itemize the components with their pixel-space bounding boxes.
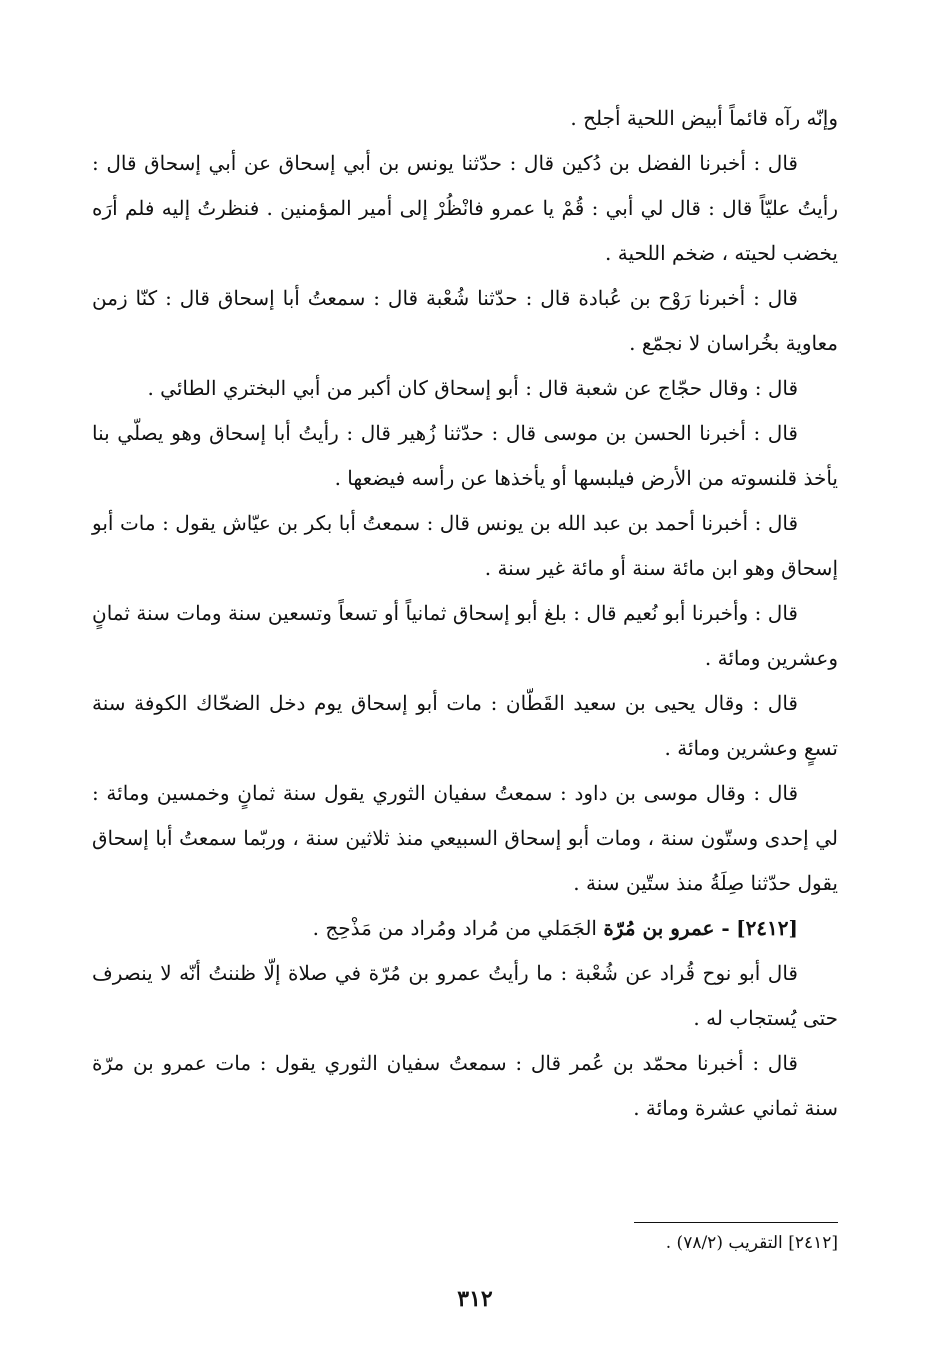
paragraph: قال : وأخبرنا أبو نُعيم قال : بلغ أبو إسحاق ثمانياً أو تسعاً وتسعين سنة ومات سنة ثمانٍ وعشرين ومائة . [92,601,838,670]
paragraph: قال أبو نوح قُراد عن شُعْبة : ما رأيتُ عمرو بن مُرّة في صلاة إلّا ظننتُ أنّه لا ينصرف حتى يُستجاب له . [92,961,838,1030]
main-text [92,96,838,1131]
paragraph: قال : أخبرنا أحمد بن عبد الله بن يونس قال : سمعتُ أبا بكر بن عيّاش يقول : مات أبو إسحاق وهو ابن مائة سنة أو مائة غير سنة . [92,511,838,580]
entry-number: [٢٤١٢] [736,916,798,940]
paragraph: قال : أخبرنا الفضل بن دُكين قال : حدّثنا يونس بن أبي إسحاق عن أبي إسحاق قال : رأيتُ عليّاً قال : قال لي أبي : قُمْ يا عمرو فانْظُرْ إلى أمير المؤمنين . فنظرتُ إليه فلم أرَه يخضب لحيته ، ضخم اللحية . [92,151,838,265]
paragraph: قال : وقال موسى بن داود : سمعتُ سفيان الثوري يقول سنة ثمانٍ وخمسين ومائة : لي إحدى وستّون سنة ، ومات أبو إسحاق السبيعي منذ ثلاثين سنة ، وربّما سمعتُ أبا إسحاق يقول حدّثنا صِلَةُ منذ ستّين سنة . [92,781,838,895]
entry-name: - عمرو بن مُرّة [603,916,730,940]
footnote-divider [634,1222,838,1223]
paragraph: قال : أخبرنا الحسن بن موسى قال : حدّثنا زُهير قال : رأيتُ أبا إسحاق وهو يصلّي بنا يأخذ قلنسوته من الأرض فيلبسها أو يأخذها عن رأسه فيضعها . [92,421,838,490]
paragraph: قال : أخبرنا محمّد بن عُمر قال : سمعتُ سفيان الثوري يقول : مات عمرو بن مرّة سنة ثماني عشرة ومائة . [92,1051,838,1120]
paragraph: قال : أخبرنا رَوْح بن عُبادة قال : حدّثنا شُعْبة قال : سمعتُ أبا إسحاق قال : كنّا زمن معاوية بخُراسان لا نجمّع . [92,286,838,355]
footnote: [٢٤١٢] التقريب (٧٨/٢) . [665,1233,838,1253]
paragraph: قال : وقال يحيى بن سعيد القَطّان : مات أبو إسحاق يوم دخل الضحّاك الكوفة سنة تسعٍ وعشرين ومائة . [92,691,838,760]
entry-description: الجَمَلي من مُراد ومُراد من مَذْحِج . [312,916,597,940]
paragraph: وإنّه رآه قائماً أبيض اللحية أجلح . [570,106,838,130]
entry-heading [92,906,838,951]
paragraph: قال : وقال حجّاج عن شعبة قال : أبو إسحاق كان أكبر من أبي البختري الطائي . [147,376,798,400]
page-number: ٣١٢ [457,1286,493,1312]
